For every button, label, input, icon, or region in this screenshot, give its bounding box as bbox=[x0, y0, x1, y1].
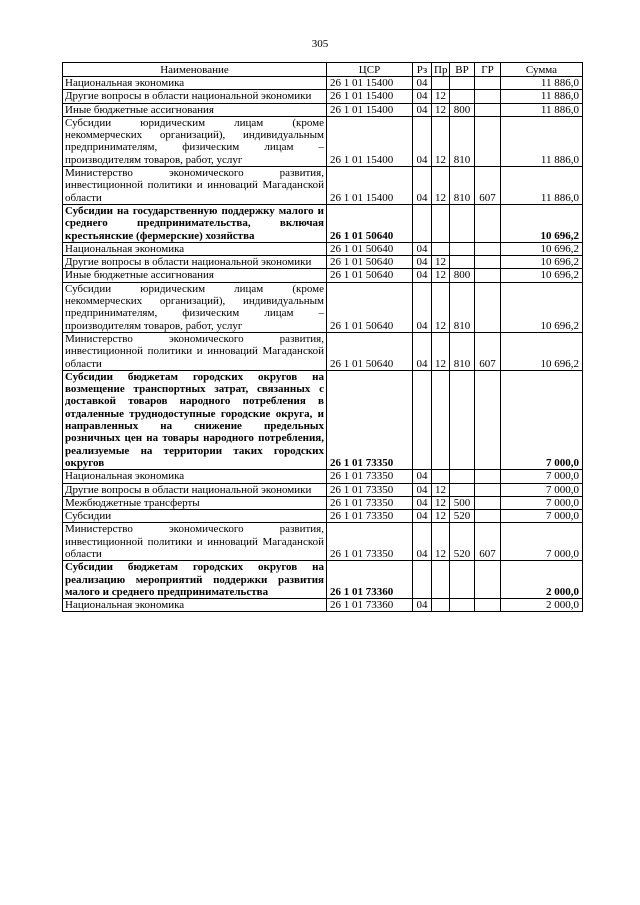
cell-csr: 26 1 01 50640 bbox=[327, 282, 413, 332]
cell-pr: 12 bbox=[432, 523, 450, 561]
cell-sum: 10 696,2 bbox=[501, 242, 583, 255]
cell-csr: 26 1 01 73360 bbox=[327, 561, 413, 599]
cell-csr: 26 1 01 15400 bbox=[327, 77, 413, 90]
cell-name: Национальная экономика bbox=[63, 470, 327, 483]
table-row bbox=[63, 496, 583, 509]
cell-gr: 607 bbox=[475, 332, 501, 370]
header-name: Наименование bbox=[63, 63, 327, 77]
cell-pr bbox=[432, 77, 450, 90]
cell-csr: 26 1 01 73350 bbox=[327, 370, 413, 469]
cell-csr: 26 1 01 50640 bbox=[327, 204, 413, 242]
cell-rz: 04 bbox=[413, 496, 432, 509]
cell-sum: 11 886,0 bbox=[501, 116, 583, 166]
header-vr: ВР bbox=[450, 63, 475, 77]
cell-pr: 12 bbox=[432, 269, 450, 282]
table-row bbox=[63, 599, 583, 612]
cell-vr: 800 bbox=[450, 269, 475, 282]
cell-gr bbox=[475, 561, 501, 599]
cell-csr: 26 1 01 73350 bbox=[327, 470, 413, 483]
cell-sum: 7 000,0 bbox=[501, 370, 583, 469]
cell-gr bbox=[475, 282, 501, 332]
cell-pr bbox=[432, 204, 450, 242]
table-row bbox=[63, 370, 583, 469]
cell-gr: 607 bbox=[475, 167, 501, 205]
cell-rz: 04 bbox=[413, 483, 432, 496]
table-row bbox=[63, 282, 583, 332]
cell-rz: 04 bbox=[413, 90, 432, 103]
cell-name: Другие вопросы в области национальной экономики bbox=[63, 90, 327, 103]
cell-gr bbox=[475, 204, 501, 242]
cell-csr: 26 1 01 50640 bbox=[327, 269, 413, 282]
header-sum: Сумма bbox=[501, 63, 583, 77]
cell-name: Субсидии юридическим лицам (кроме некоммерческих организаций), индивидуальным предпринимателям, физическим лицам – производителям товаров, работ, услуг bbox=[63, 116, 327, 166]
cell-rz: 04 bbox=[413, 256, 432, 269]
cell-sum: 10 696,2 bbox=[501, 204, 583, 242]
cell-gr bbox=[475, 510, 501, 523]
cell-gr bbox=[475, 116, 501, 166]
cell-sum: 11 886,0 bbox=[501, 167, 583, 205]
page-number: 305 bbox=[311, 38, 329, 50]
table-header bbox=[63, 63, 583, 77]
cell-name: Национальная экономика bbox=[63, 599, 327, 612]
cell-sum: 10 696,2 bbox=[501, 269, 583, 282]
cell-pr: 12 bbox=[432, 167, 450, 205]
table-row bbox=[63, 561, 583, 599]
budget-table bbox=[62, 62, 583, 612]
header-pr: Пр bbox=[432, 63, 450, 77]
cell-name: Министерство экономического развития, инвестиционной политики и инноваций Магаданской области bbox=[63, 167, 327, 205]
cell-gr bbox=[475, 599, 501, 612]
cell-vr: 800 bbox=[450, 103, 475, 116]
cell-sum: 10 696,2 bbox=[501, 256, 583, 269]
cell-pr: 12 bbox=[432, 282, 450, 332]
cell-sum: 7 000,0 bbox=[501, 523, 583, 561]
cell-pr: 12 bbox=[432, 496, 450, 509]
cell-csr: 26 1 01 73350 bbox=[327, 483, 413, 496]
cell-csr: 26 1 01 73350 bbox=[327, 510, 413, 523]
cell-vr bbox=[450, 599, 475, 612]
cell-pr bbox=[432, 242, 450, 255]
cell-rz: 04 bbox=[413, 116, 432, 166]
cell-gr bbox=[475, 90, 501, 103]
table-row bbox=[63, 167, 583, 205]
cell-rz bbox=[413, 370, 432, 469]
cell-rz: 04 bbox=[413, 282, 432, 332]
cell-name: Министерство экономического развития, инвестиционной политики и инноваций Магаданской области bbox=[63, 523, 327, 561]
cell-name: Субсидии бюджетам городских округов на реализацию мероприятий поддержки развития малого и среднего предпринимательства bbox=[63, 561, 327, 599]
cell-csr: 26 1 01 15400 bbox=[327, 103, 413, 116]
cell-name: Иные бюджетные ассигнования bbox=[63, 269, 327, 282]
cell-csr: 26 1 01 15400 bbox=[327, 167, 413, 205]
cell-pr: 12 bbox=[432, 256, 450, 269]
cell-vr bbox=[450, 90, 475, 103]
cell-vr bbox=[450, 204, 475, 242]
cell-name: Субсидии на государственную поддержку малого и среднего предпринимательства, включая крестьянские (фермерские) хозяйства bbox=[63, 204, 327, 242]
cell-gr bbox=[475, 470, 501, 483]
cell-sum: 7 000,0 bbox=[501, 470, 583, 483]
table-row bbox=[63, 470, 583, 483]
table-row bbox=[63, 103, 583, 116]
table-row bbox=[63, 90, 583, 103]
cell-sum: 7 000,0 bbox=[501, 496, 583, 509]
cell-vr bbox=[450, 561, 475, 599]
cell-vr bbox=[450, 77, 475, 90]
cell-rz bbox=[413, 561, 432, 599]
cell-sum: 2 000,0 bbox=[501, 561, 583, 599]
table-row bbox=[63, 269, 583, 282]
cell-gr bbox=[475, 496, 501, 509]
cell-sum: 11 886,0 bbox=[501, 77, 583, 90]
cell-sum: 10 696,2 bbox=[501, 282, 583, 332]
cell-name: Иные бюджетные ассигнования bbox=[63, 103, 327, 116]
cell-rz bbox=[413, 204, 432, 242]
cell-vr bbox=[450, 242, 475, 255]
cell-pr: 12 bbox=[432, 483, 450, 496]
cell-csr: 26 1 01 50640 bbox=[327, 256, 413, 269]
cell-gr bbox=[475, 77, 501, 90]
cell-sum: 10 696,2 bbox=[501, 332, 583, 370]
cell-vr bbox=[450, 483, 475, 496]
cell-gr: 607 bbox=[475, 523, 501, 561]
cell-name: Другие вопросы в области национальной экономики bbox=[63, 256, 327, 269]
cell-rz: 04 bbox=[413, 523, 432, 561]
cell-gr bbox=[475, 370, 501, 469]
cell-gr bbox=[475, 242, 501, 255]
cell-rz: 04 bbox=[413, 103, 432, 116]
header-row bbox=[63, 63, 583, 77]
cell-rz: 04 bbox=[413, 167, 432, 205]
table-row bbox=[63, 204, 583, 242]
cell-rz: 04 bbox=[413, 269, 432, 282]
cell-csr: 26 1 01 73350 bbox=[327, 496, 413, 509]
cell-pr: 12 bbox=[432, 90, 450, 103]
cell-pr bbox=[432, 599, 450, 612]
cell-csr: 26 1 01 15400 bbox=[327, 116, 413, 166]
table-row bbox=[63, 77, 583, 90]
cell-name: Субсидии bbox=[63, 510, 327, 523]
cell-rz: 04 bbox=[413, 470, 432, 483]
cell-pr: 12 bbox=[432, 103, 450, 116]
table-body bbox=[63, 77, 583, 612]
cell-vr bbox=[450, 256, 475, 269]
table-row bbox=[63, 483, 583, 496]
cell-rz: 04 bbox=[413, 332, 432, 370]
cell-gr bbox=[475, 483, 501, 496]
cell-vr: 520 bbox=[450, 523, 475, 561]
cell-csr: 26 1 01 15400 bbox=[327, 90, 413, 103]
cell-gr bbox=[475, 269, 501, 282]
cell-name: Национальная экономика bbox=[63, 77, 327, 90]
cell-csr: 26 1 01 50640 bbox=[327, 332, 413, 370]
cell-rz: 04 bbox=[413, 77, 432, 90]
cell-gr bbox=[475, 256, 501, 269]
cell-pr bbox=[432, 561, 450, 599]
cell-name: Субсидии бюджетам городских округов на возмещение транспортных затрат, связанных с доставкой товаров народного потребления в отдаленные труднодоступные городские округа, и направленных на снижение предельных розничных цен на товары народного потребления, реализуемые на территории таких городских округов bbox=[63, 370, 327, 469]
table-row bbox=[63, 256, 583, 269]
cell-pr bbox=[432, 370, 450, 469]
cell-rz: 04 bbox=[413, 242, 432, 255]
cell-pr bbox=[432, 470, 450, 483]
cell-vr: 500 bbox=[450, 496, 475, 509]
table-row bbox=[63, 242, 583, 255]
cell-sum: 7 000,0 bbox=[501, 510, 583, 523]
header-gr: ГР bbox=[475, 63, 501, 77]
cell-sum: 11 886,0 bbox=[501, 103, 583, 116]
cell-name: Национальная экономика bbox=[63, 242, 327, 255]
table-row bbox=[63, 523, 583, 561]
cell-csr: 26 1 01 50640 bbox=[327, 242, 413, 255]
cell-vr: 810 bbox=[450, 167, 475, 205]
cell-pr: 12 bbox=[432, 510, 450, 523]
cell-vr: 810 bbox=[450, 332, 475, 370]
table-row bbox=[63, 510, 583, 523]
header-rz: Рз bbox=[413, 63, 432, 77]
cell-pr: 12 bbox=[432, 116, 450, 166]
table-row bbox=[63, 116, 583, 166]
cell-gr bbox=[475, 103, 501, 116]
cell-csr: 26 1 01 73360 bbox=[327, 599, 413, 612]
cell-vr: 810 bbox=[450, 282, 475, 332]
cell-sum: 2 000,0 bbox=[501, 599, 583, 612]
header-csr: ЦСР bbox=[327, 63, 413, 77]
cell-vr bbox=[450, 370, 475, 469]
cell-rz: 04 bbox=[413, 599, 432, 612]
cell-pr: 12 bbox=[432, 332, 450, 370]
cell-name: Министерство экономического развития, инвестиционной политики и инноваций Магаданской области bbox=[63, 332, 327, 370]
cell-name: Субсидии юридическим лицам (кроме некоммерческих организаций), индивидуальным предпринимателям, физическим лицам – производителям товаров, работ, услуг bbox=[63, 282, 327, 332]
cell-name: Другие вопросы в области национальной экономики bbox=[63, 483, 327, 496]
cell-rz: 04 bbox=[413, 510, 432, 523]
cell-vr bbox=[450, 470, 475, 483]
cell-csr: 26 1 01 73350 bbox=[327, 523, 413, 561]
cell-sum: 7 000,0 bbox=[501, 483, 583, 496]
cell-vr: 810 bbox=[450, 116, 475, 166]
cell-name: Межбюджетные трансферты bbox=[63, 496, 327, 509]
cell-sum: 11 886,0 bbox=[501, 90, 583, 103]
table-row bbox=[63, 332, 583, 370]
cell-vr: 520 bbox=[450, 510, 475, 523]
